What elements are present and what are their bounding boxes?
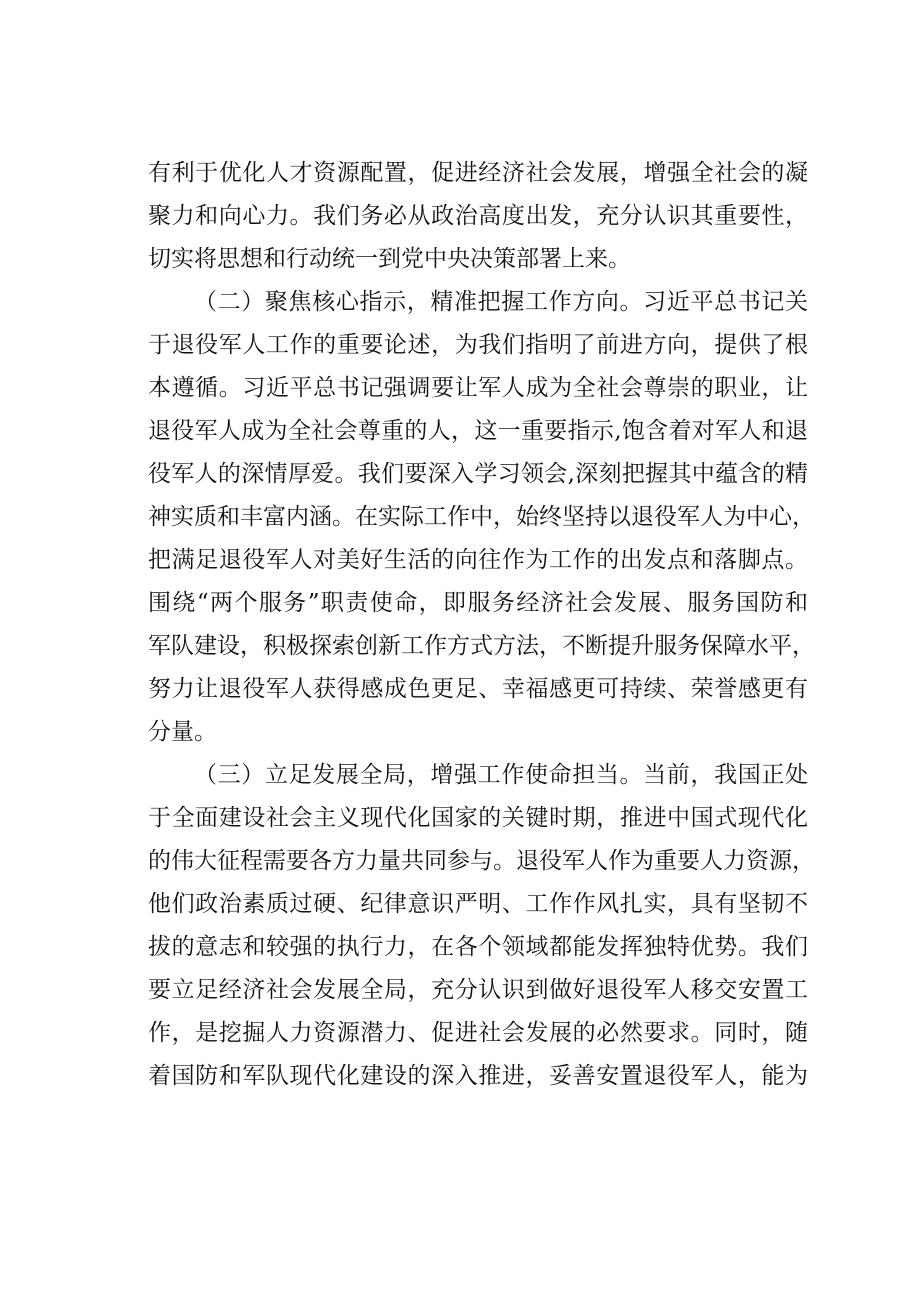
paragraph-intro-continuation [148, 152, 808, 281]
text-line: 有利于优化人才资源配置，促进经济社会发展，增强全社会的凝 [148, 160, 808, 186]
text-line: 作，是挖掘人力资源潜力、促进社会发展的必然要求。同时，随 [148, 1020, 808, 1046]
text-line: 的伟大征程需要各方力量共同参与。退役军人作为重要人力资源， [148, 848, 815, 874]
text-line: 拔的意志和较强的执行力，在各个领域都能发挥独特优势。我们 [148, 934, 808, 960]
text-line: 军队建设，积极探索创新工作方式方法，不断提升服务保障水平， [148, 633, 815, 659]
text-line: （二）聚焦核心指示，精准把握工作方向。习近平总书记关 [194, 289, 808, 315]
text-line: 着国防和军队现代化建设的深入推进，妥善安置退役军人，能为 [148, 1063, 808, 1089]
text-line: 他们政治素质过硬、纪律意识严明、工作作风扎实，具有坚韧不 [148, 891, 808, 917]
text-line: 把满足退役军人对美好生活的向往作为工作的出发点和落脚点。 [148, 547, 808, 573]
text-line: 聚力和向心力。我们务必从政治高度出发，充分认识其重要性， [148, 203, 808, 229]
text-line: 努力让退役军人获得感成色更足、幸福感更可持续、荣誉感更有 [148, 676, 808, 702]
document-body [148, 152, 815, 1098]
text-line: 本遵循。习近平总书记强调要让军人成为全社会尊崇的职业，让 [148, 375, 808, 401]
text-line: 分量。 [148, 719, 217, 745]
text-line: 于退役军人工作的重要论述，为我们指明了前进方向，提供了根 [148, 332, 808, 358]
text-line: 切实将思想和行动统一到党中央决策部署上来。 [148, 246, 631, 272]
paragraph-section-two [148, 281, 815, 754]
text-line: （三）立足发展全局，增强工作使命担当。当前，我国正处 [194, 762, 808, 788]
text-line: 围绕“两个服务”职责使命，即服务经济社会发展、服务国防和 [148, 590, 808, 616]
paragraph-section-three [148, 754, 815, 1098]
text-line: 于全面建设社会主义现代化国家的关键时期，推进中国式现代化 [148, 805, 808, 831]
text-line: 退役军人成为全社会尊重的人，这一重要指示,饱含着对军人和退 [148, 418, 808, 444]
text-line: 要立足经济社会发展全局，充分认识到做好退役军人移交安置工 [148, 977, 808, 1003]
text-line: 役军人的深情厚爱。我们要深入学习领会,深刻把握其中蕴含的精 [148, 461, 808, 487]
text-line: 神实质和丰富内涵。在实际工作中，始终坚持以退役军人为中心， [148, 504, 815, 530]
